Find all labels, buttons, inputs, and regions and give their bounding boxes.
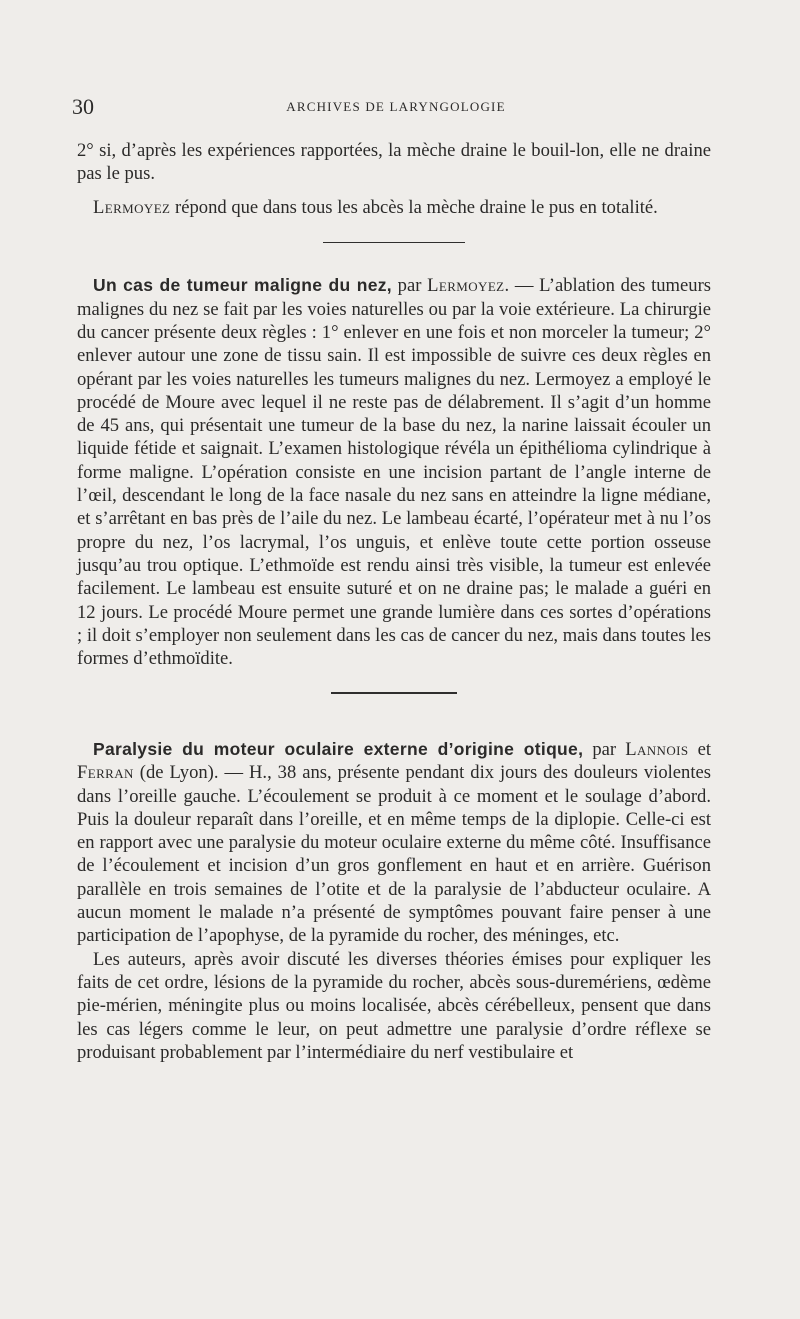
- article-2: [77, 738, 711, 948]
- article-2-body: (de Lyon). — H., 38 ans, présente pendant dix jours des douleurs violentes dans l’oreille gauche. L’écoulement se produit à ce moment et le soulage d’abord. Puis la douleur reparaît dans l’oreille, et en même temps de la diplopie. Celle-ci est en rapport avec une paralysie du moteur oculaire externe du même côté. Insuffisance de l’écoulement et incision d’un gros gonflement en haut et en arrière. Guérison parallèle en trois semaines de l’otite et de la paralysie de l’abducteur oculaire. A aucun moment le malade n’a présenté de symptômes pouvant faire penser à une participation de l’apophyse, de la pyramide du rocher, des méninges, etc.: [77, 762, 711, 947]
- article-1: [77, 274, 711, 670]
- article-2-body-2: Les auteurs, après avoir discuté les diverses théories émises pour expliquer les faits de cet ordre, lésions de la pyramide du rocher, abcès sous-duremériens, œdème pie-mérien, méningite plus ou moins localisée, abcès cérébelleux, pensent que dans les cas légers comme le leur, on peut admettre une paralysie d’ordre réflexe se produisant probablement par l’intermédiaire du nerf vestibulaire et: [77, 948, 711, 1063]
- article-2-author-1: Lannois: [625, 738, 689, 760]
- running-title: ARCHIVES DE LARYNGOLOGIE: [286, 99, 506, 114]
- page-content: [77, 139, 711, 1064]
- section-divider: [323, 242, 465, 244]
- article-2-by: par: [583, 738, 626, 760]
- page-header: [72, 94, 720, 120]
- article-1-author: Lermoyez: [427, 275, 505, 297]
- page-number: 30: [72, 94, 94, 119]
- section-divider: [331, 692, 457, 694]
- article-2-paragraph-2: [77, 948, 711, 1064]
- paragraph-2: [77, 196, 711, 219]
- article-1-body: . — L’ablation des tumeurs malignes du nez se fait par les voies naturelles ou par la voie extérieure. La chirurgie du cancer présente deux règles : 1° enlever en une fois et non morceler la tumeur; 2° enlever autour une zone de tissu sain. Il est impossible de suivre ces deux règles en opérant par les voies naturelles les tumeurs malignes du nez. Lermoyez a employé le procédé de Moure avec lequel il ne reste pas de délabrement. Il s’agit d’un homme de 45 ans, qui présentait une tumeur de la base du nez, la narine laissait écouler un liquide fétide et saignait. L’examen histologique révéla un épithélioma cylindrique à forme maligne. L’opération consiste en une incision partant de l’angle interne de l’œil, descendant le long de la face nasale du nez sans en atteindre la ligne médiane, et s’arrêtant en bas près de l’aile du nez. Le lambeau écarté, l’opérateur met à nu l’os propre du nez, l’os lacrymal, l’os unguis, et enlève toute cette portion osseuse jusqu’au trou optique. L’ethmoïde est rendu ainsi très visible, la tumeur est enlevée facilement. Le lambeau est ensuite suturé et on ne draine pas; le malade a guéri en 12 jours. Le procédé Moure permet une grande lumière dans ces sortes d’opérations ; il doit s’employer non seulement dans les cas de cancer du nez, mais dans toutes les formes d’ethmoïdite.: [77, 275, 712, 670]
- article-1-title: Un cas de tumeur maligne du nez,: [93, 275, 392, 296]
- speaker-name: Lermoyez: [93, 196, 171, 218]
- article-2-author-2: Ferran: [77, 762, 134, 784]
- article-2-conj: et: [688, 738, 712, 760]
- paragraph-1-text: 2° si, d’après les expériences rapportées, la mèche draine le bouil-lon, elle ne draine pas le pus.: [77, 140, 711, 185]
- article-2-title: Paralysie du moteur oculaire externe d’origine otique,: [93, 738, 584, 759]
- article-1-by: par: [391, 275, 428, 297]
- paragraph-2-text: répond que dans tous les abcès la mèche draine le pus en totalité.: [170, 196, 658, 218]
- paragraph-1: [77, 139, 711, 186]
